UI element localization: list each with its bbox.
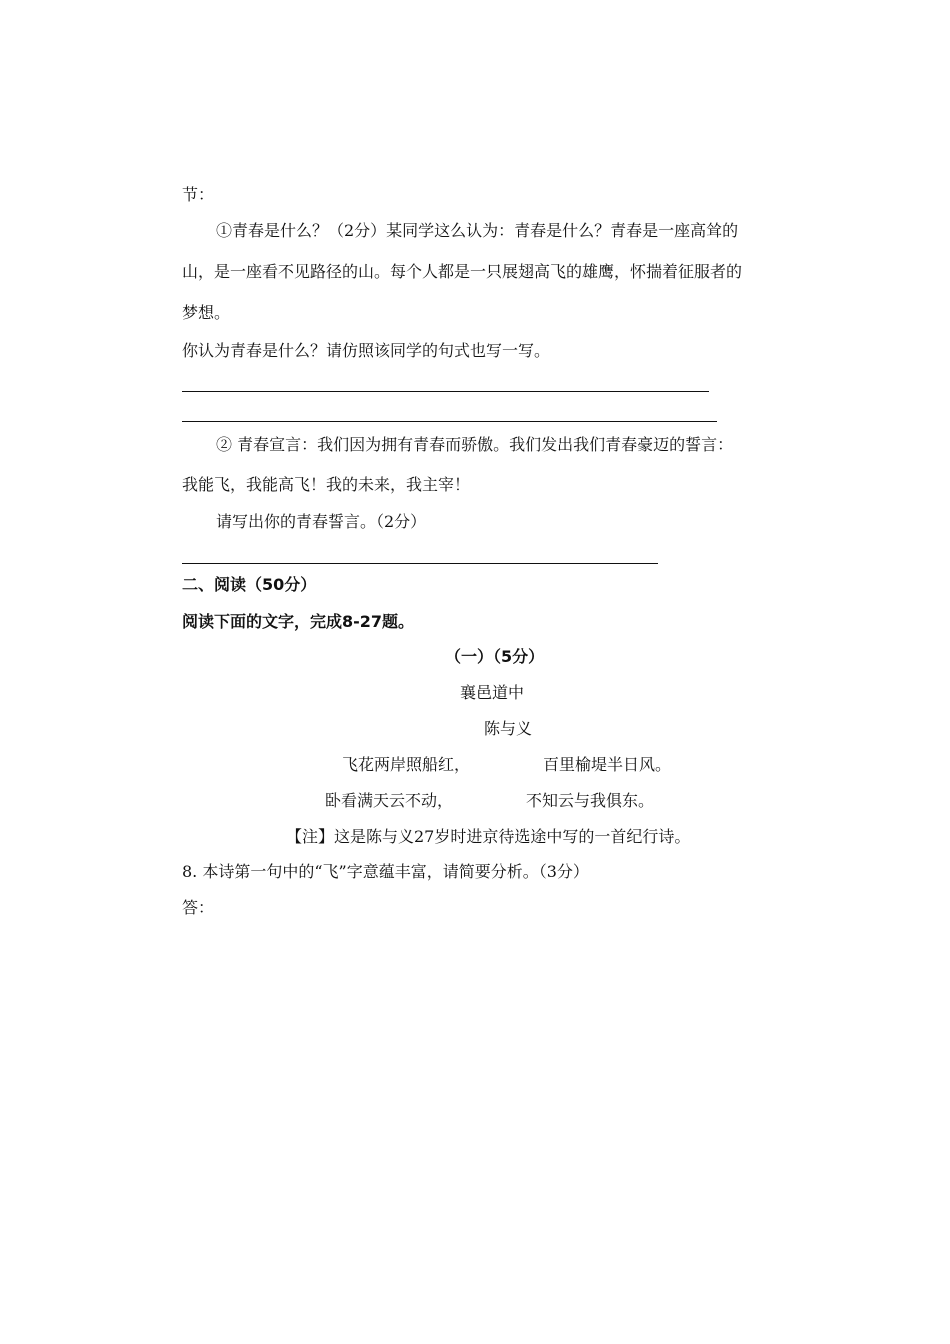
intro-tail: 节： [182,185,215,204]
poem-line-2b: 不知云与我俱东。 [526,791,655,810]
poem-line-1b: 百里榆堤半日风。 [543,755,672,774]
question-8: 8. 本诗第一句中的“飞”字意蕴丰富，请简要分析。（3分） [182,862,589,881]
part-title: （一）（5分） [445,647,545,666]
question-2-line-2: 我能飞，我能高飞！我的未来，我主宰！ [182,475,471,494]
question-1-prompt: 你认为青春是什么？请仿照该同学的句式也写一写。 [182,341,551,360]
question-2-prompt: 请写出你的青春誓言。（2分） [216,512,427,531]
question-1-line-1: ①青春是什么？（2分）某同学这么认为：青春是什么？青春是一座高耸的 [216,221,739,240]
reading-instruction: 阅读下面的文字，完成8-27题。 [182,612,415,631]
question-1-line-2: 山，是一座看不见路径的山。每个人都是一只展翅高飞的雄鹰，怀揣着征服者的 [182,262,743,281]
poem-note: 【注】这是陈与义27岁时进京待选途中写的一首纪行诗。 [286,827,691,846]
poem-title: 襄邑道中 [460,683,525,702]
section-heading: 二、阅读（50分） [182,575,317,594]
answer-line-1[interactable] [182,391,709,392]
poem-author: 陈与义 [484,719,533,738]
answer-line-2[interactable] [182,421,717,422]
poem-line-2a: 卧看满天云不动， [325,791,454,810]
poem-line-1a: 飞花两岸照船红， [342,755,471,774]
question-2-line-1: ② 青春宣言：我们因为拥有青春而骄傲。我们发出我们青春豪迈的誓言： [216,435,734,454]
answer-line-3[interactable] [182,563,658,564]
answer-label: 答： [182,898,215,917]
question-1-line-3: 梦想。 [182,303,231,322]
